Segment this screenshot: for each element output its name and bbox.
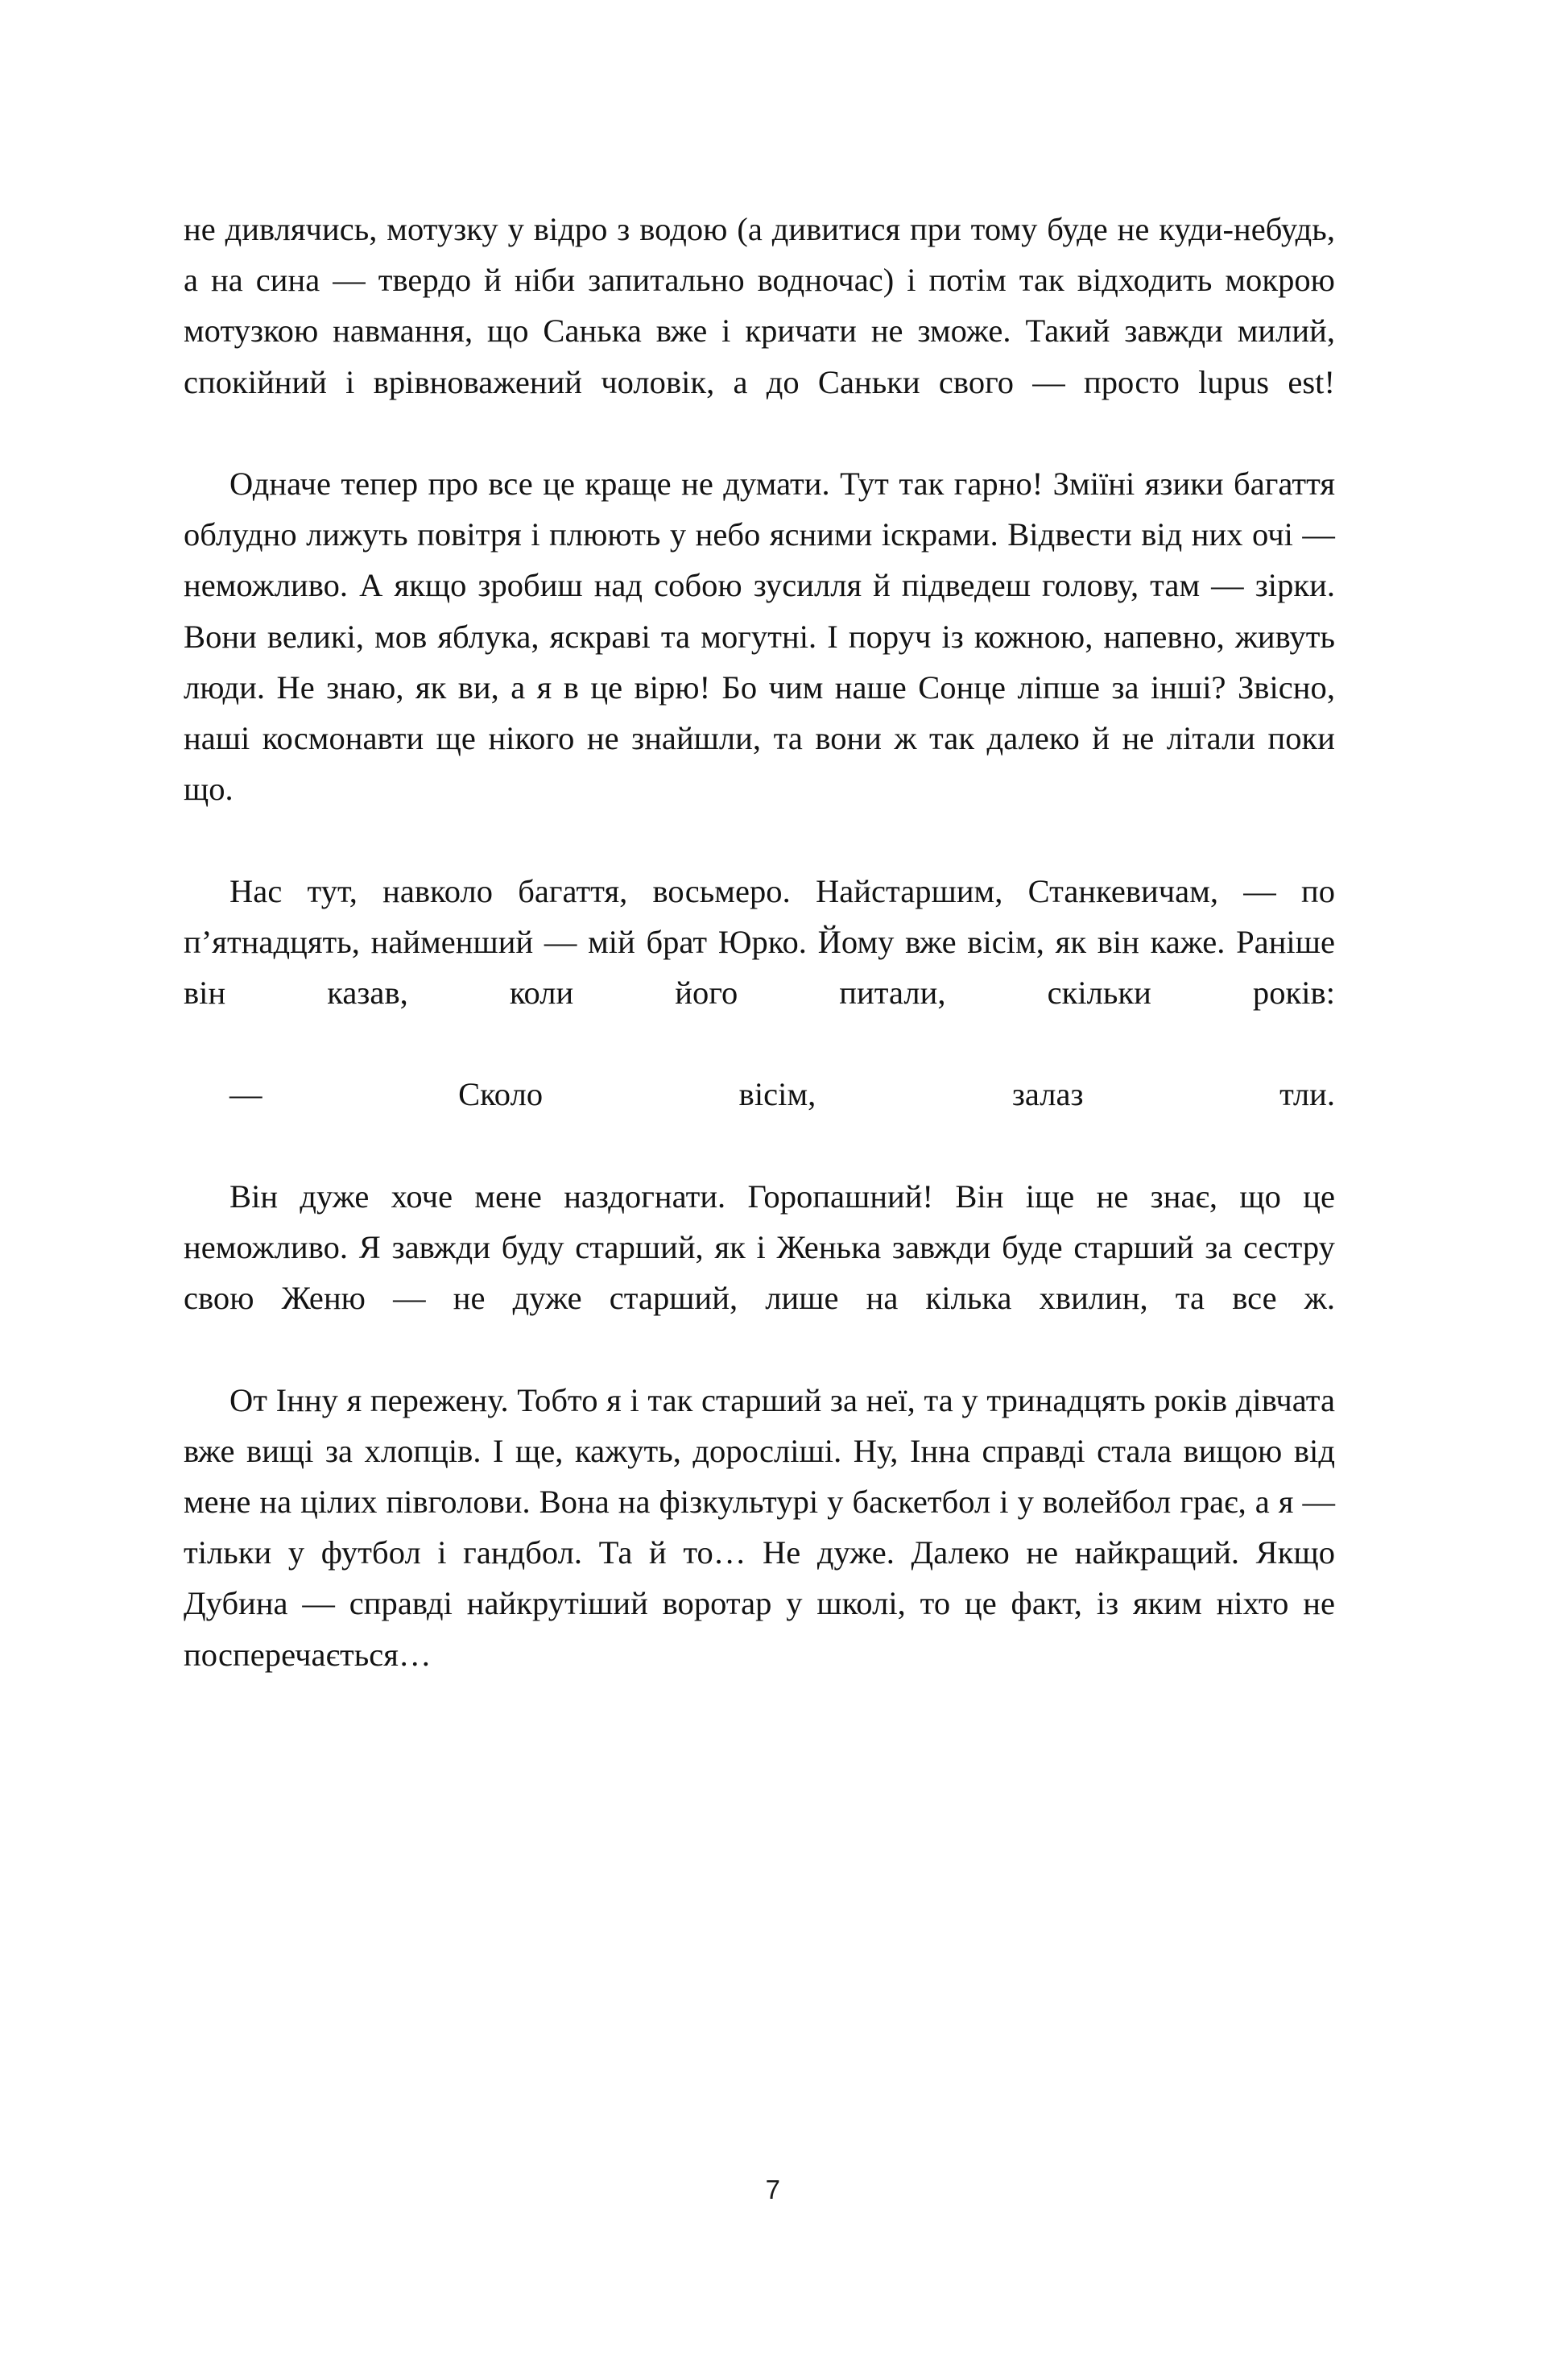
paragraph: Одначе тепер про все це краще не думати. Тут так гарно! Зміїні язики багаття облудно лижуть повітря і плюють у небо ясними іскрами. Відвести від них очі — неможливо. А якщо зробиш над собою зусилля й підведеш голову, там — зірки. Вони великі, мов яблука, яскраві та могутні. І поруч із кожною, напевно, живуть люди. Не знаю, як ви, а я в це вірю! Бо чим наше Сонце ліпше за інші? Звісно, наші космонавти ще нікого не знайшли, та вони ж так далеко й не літали поки що. — [184, 466, 1335, 808]
paragraph-continuation: не дивлячись, мотузку у відро з водою (а дивитися при тому буде не куди-небудь, а на сина — твердо й ніби запитально водночас) і потім так відходить мокрою мотузкою навмання, що Санька вже і кричати не зможе. Такий завжди милий, спокійний і врівноважений чоловік, а до Саньки свого — просто lupus est! — [184, 211, 1335, 400]
page-body-text — [184, 204, 1335, 1731]
paragraph: От Інну я пережену. Тобто я і так старший за неї, та у тринадцять років дівчата вже вищі за хлопців. І ще, кажуть, дорослішi. Ну, Інна справді стала вищою від мене на цілих півголови. Вона на фізкультурі у баскетбол і у волейбол грає, а я — тільки у футбол і гандбол. Та й то… Не дуже. Далеко не найкращий. Якщо Дубина — справді найкрутіший воротар у школі, то це факт, із яким ніхто не посперечається… — [184, 1381, 1335, 1673]
page-number: 7 — [765, 2175, 781, 2204]
paragraph: Він дуже хоче мене наздогнати. Горопашний! Він іще не знає, що це неможливо. Я завжди буду старший, як і Женька завжди буде старший за сестру свою Женю — не дуже старший, лише на кілька хвилин, та все ж. — [184, 1178, 1335, 1317]
dialogue-line: — Сколо вісім, залаз тли. — [229, 1076, 1335, 1113]
paragraph: Нас тут, навколо багаття, восьмеро. Найстаршим, Станкевичам, — по п’ятнадцять, найменший — мій брат Юрко. Йому вже вісім, як він каже. Раніше він казав, коли його питали, скільки років: — [184, 872, 1335, 1012]
